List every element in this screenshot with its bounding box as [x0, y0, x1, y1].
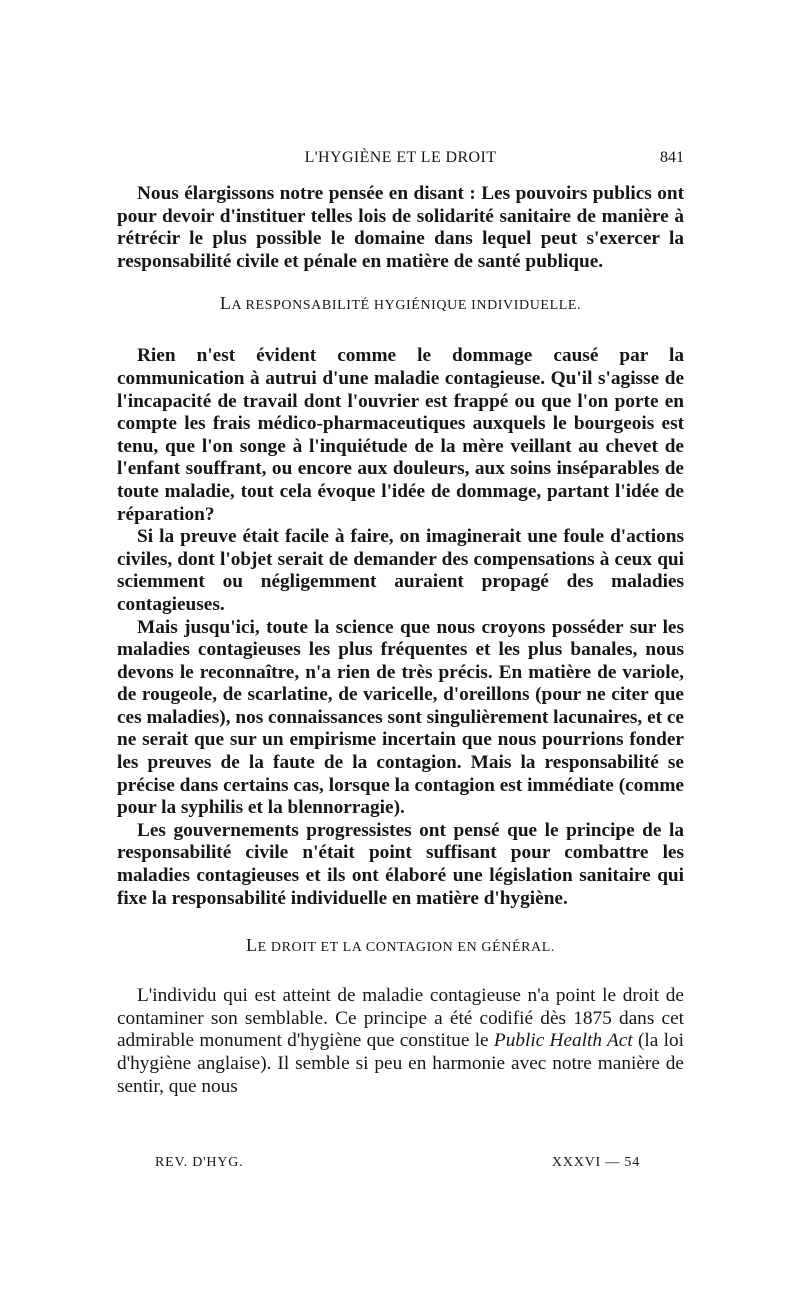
paragraph-text: (la loi d'hygiène anglaise). Il semble si peu en harmonie avec notre manière de sentir, que nous	[117, 1030, 684, 1097]
paragraph-intro: Nous élargissons notre pensée en disant : Les pouvoirs publics ont pour devoir d'instituer telles lois de solidarité sanitaire de manière à rétrécir le plus possible le domaine dans lequel peut s'exercer la responsabilité civile et pénale en matière de santé publique.	[117, 183, 684, 272]
paragraph-individual	[117, 985, 684, 1098]
page-footer	[155, 1155, 640, 1177]
running-header	[117, 146, 684, 170]
page-number: 841	[660, 149, 684, 166]
paragraph-governments: Les gouvernements progressistes ont pensé que le principe de la responsabilité civile n'était point suffisant pour combattre les maladies contagieuses et ils ont élaboré une législation sanitaire qui fixe la responsabilité individuelle en matière d'hygiène.	[117, 819, 684, 909]
paragraph-science: Mais jusqu'ici, toute la science que nous croyons posséder sur les maladies contagieuses les plus fréquentes et les plus banales, nous devons le reconnaître, n'a rien de très précis. En matière de variole, de rougeole, de scarlatine, de varicelle, d'oreillons (pour ne citer que ces maladies), nos connaissances sont singulièrement lacunaires, et ce ne serait que sur un empirisme incertain que nous pourrions fonder les preuves de la faute de la contagion. Mais la responsabilité se précise dans certains cas, lorsque la contagion est immédiate (comme pour la syphilis et la blennorragie).	[117, 616, 684, 819]
paragraph-proof: Si la preuve était facile à faire, on imaginerait une foule d'actions civiles, dont l'objet serait de demander des compensations à ceux qui sciemment ou négligemment auraient propagé des maladies contagieuses.	[117, 526, 684, 615]
running-title: L'HYGIÈNE ET LE DROIT	[304, 149, 497, 166]
page-body	[117, 183, 684, 1098]
volume-signature: XXXVI — 54	[551, 1155, 640, 1170]
heading-text: A RESPONSABILITÉ HYGIÉNIQUE INDIVIDUELLE.	[231, 298, 582, 314]
section-heading-law-contagion	[117, 934, 684, 959]
heading-initial: L	[246, 935, 258, 956]
journal-signature: REV. D'HYG.	[155, 1155, 244, 1170]
paragraph-text: L'individu qui est atteint de maladie contagieuse n'a point le droit de contaminer son semblable. Ce principe a été codifié dès 1875 dans cet admirable monument d'hygiène que constitue le	[117, 985, 684, 1052]
section-heading-individual-responsibility	[117, 292, 684, 317]
heading-text: E DROIT ET LA CONTAGION EN GÉNÉRAL.	[257, 940, 555, 956]
act-title: Public Health Act	[493, 1030, 633, 1052]
paragraph-damage: Rien n'est évident comme le dommage causé par la communication à autrui d'une maladie contagieuse. Qu'il s'agisse de l'incapacité de travail dont l'ouvrier est frappé ou que l'on porte en compte les frais médico-pharmaceutiques auxquels le bourgeois est tenu, que l'on songe à l'inquiétude de la mère veillant au chevet de l'enfant souffrant, ou encore aux douleurs, aux soins inséparables de toute maladie, tout cela évoque l'idée de dommage, partant l'idée de réparation?	[117, 345, 684, 525]
heading-initial: L	[219, 293, 232, 314]
